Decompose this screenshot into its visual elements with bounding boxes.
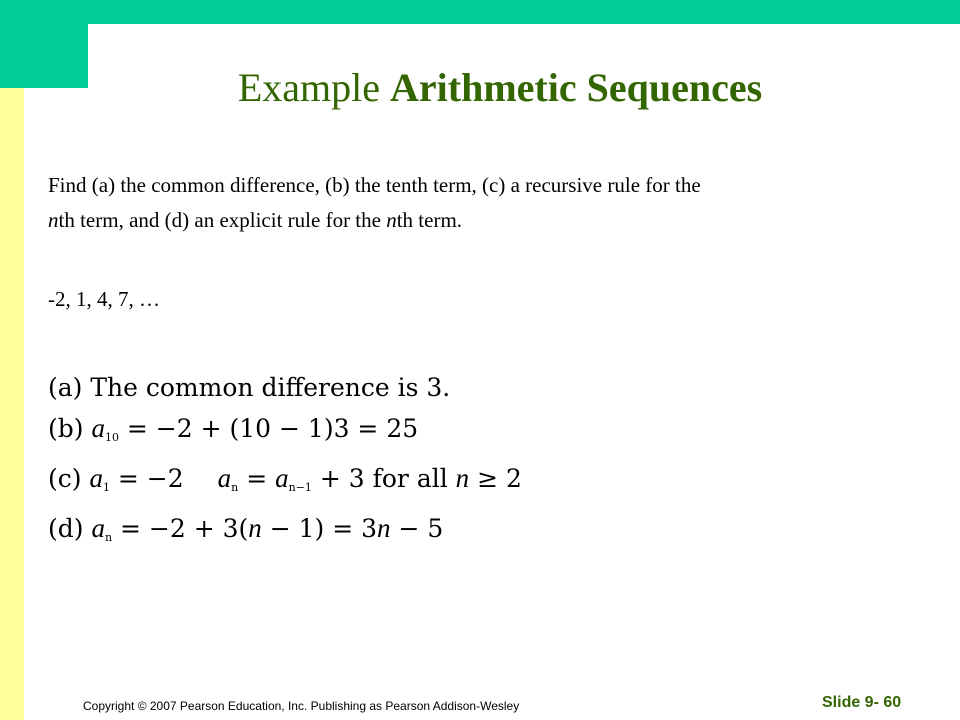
var-n: n xyxy=(48,208,59,232)
answer-b xyxy=(48,408,522,458)
answer-b-var: a xyxy=(91,413,105,443)
answers-block xyxy=(48,367,522,558)
answer-c-expr1: = −2 xyxy=(109,464,184,493)
answer-d xyxy=(48,508,522,558)
answer-d-var3: n xyxy=(377,513,391,543)
answer-c-sub3: n−1 xyxy=(288,481,312,494)
answer-c-expr3: ≥ 2 xyxy=(469,464,522,493)
problem-line-2-b: th term. xyxy=(396,208,463,232)
answer-c-var4: n xyxy=(455,463,470,493)
problem-line-1: Find (a) the common difference, (b) the tenth term, (c) a recursive rule for the xyxy=(48,173,701,197)
answer-c-sub1: 1 xyxy=(102,481,110,494)
problem-statement xyxy=(48,168,928,238)
answer-a: (a) The common difference is 3. xyxy=(48,373,451,402)
copyright-footer: Copyright © 2007 Pearson Education, Inc. Publishing as Pearson Addison-Wesley xyxy=(83,699,520,713)
answer-b-sub: 10 xyxy=(104,431,119,444)
slide-number: Slide 9- 60 xyxy=(822,694,902,711)
top-accent-bar xyxy=(88,0,960,24)
answer-c-eq: = xyxy=(238,464,276,493)
answer-d-var: a xyxy=(91,513,105,543)
title-plain: Example xyxy=(237,65,390,110)
answer-c-var3: a xyxy=(275,463,289,493)
answer-c-var1: a xyxy=(89,463,103,493)
answer-d-label: (d) xyxy=(48,514,92,543)
answer-c-var2: a xyxy=(217,463,232,493)
var-n-2: n xyxy=(386,208,397,232)
answer-c xyxy=(48,458,522,508)
answer-c-sub2: n xyxy=(231,481,239,494)
left-accent-strip xyxy=(0,88,24,720)
answer-c-label: (c) xyxy=(48,464,90,493)
answer-d-expr2: − 1) = 3 xyxy=(261,514,378,543)
answer-b-label: (b) xyxy=(48,414,92,443)
answer-b-expr: = −2 + (10 − 1)3 = 25 xyxy=(118,414,419,443)
problem-line-2-a: th term, and (d) an explicit rule for the xyxy=(58,208,387,232)
answer-d-sub: n xyxy=(104,531,113,544)
answer-d-var2: n xyxy=(248,513,262,543)
answer-d-expr1: = −2 + 3( xyxy=(112,514,249,543)
answer-d-expr3: − 5 xyxy=(390,514,444,543)
answer-c-expr2: + 3 for all xyxy=(311,464,456,493)
problem-line-2 xyxy=(48,203,928,238)
slide-title xyxy=(0,62,960,114)
sequence: -2, 1, 4, 7, … xyxy=(48,287,160,311)
title-bold: Arithmetic Sequences xyxy=(390,65,763,110)
